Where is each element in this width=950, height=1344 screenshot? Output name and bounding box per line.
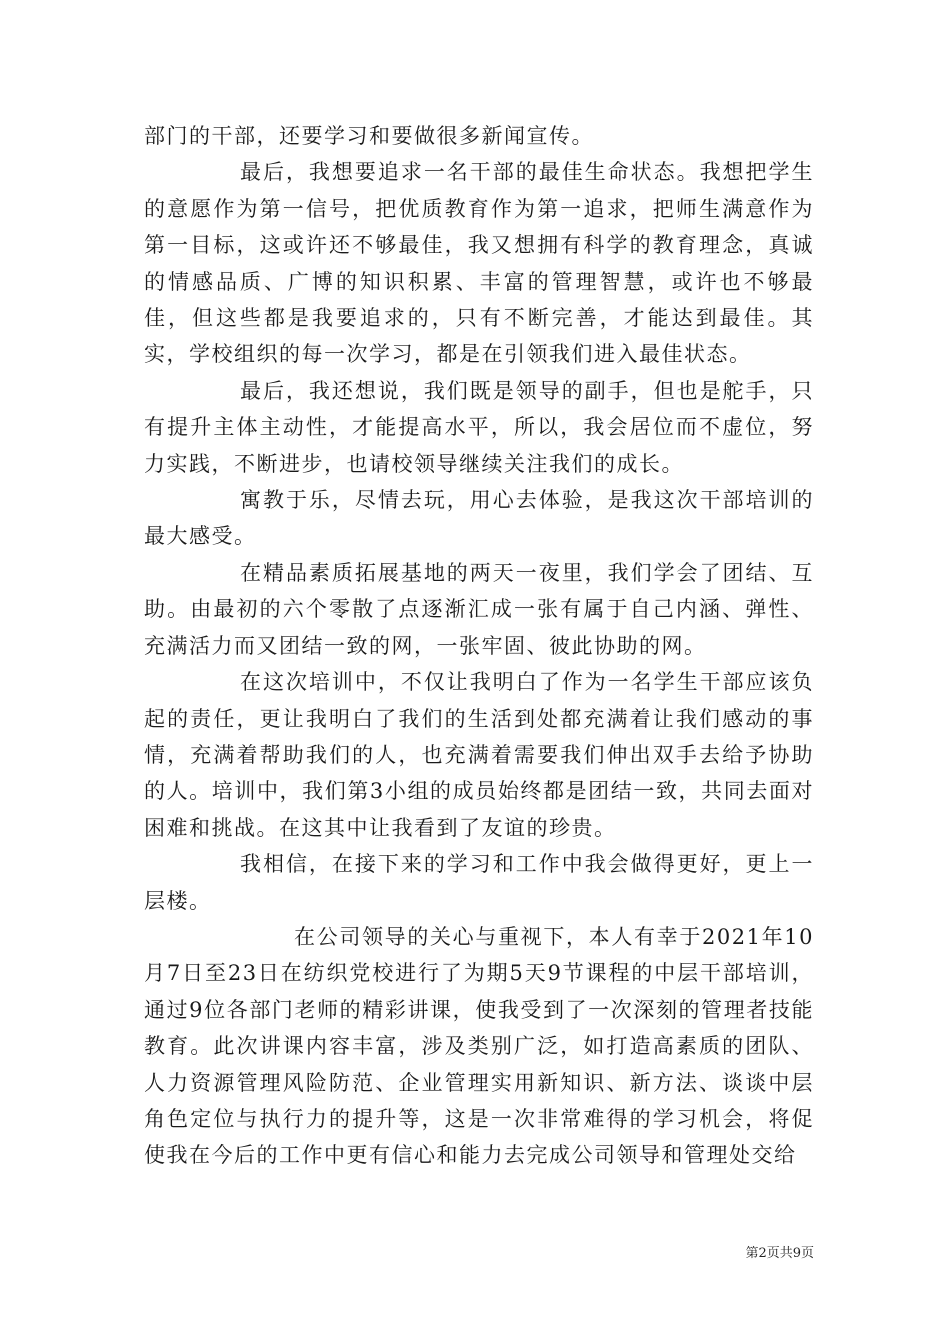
paragraph-2: 最后，我想要追求一名干部的最佳生命状态。我想把学生的意愿作为第一信号，把优质教育作为第一追求，把师生满意作为第一目标，这或许还不够最佳，我又想拥有科学的教育理念，真诚的情感品质、广博的知识积累、丰富的管理智慧，或许也不够最佳，但这些都是我要追求的，只有不断完善，才能达到最佳。其实，学校组织的每一次学习，都是在引领我们进入最佳状态。: [144, 160, 814, 367]
paragraph-4: 寓教于乐，尽情去玩，用心去体验，是我这次干部培训的最大感受。: [144, 488, 814, 549]
paragraph-1: 部门的干部，还要学习和要做很多新闻宣传。: [144, 124, 594, 148]
paragraph-3: 最后，我还想说，我们既是领导的副手，但也是舵手，只有提升主体主动性，才能提高水平，所以，我会居位而不虚位，努力实践，不断进步，也请校领导继续关注我们的成长。: [144, 378, 814, 476]
page-number: 第2页共9页: [745, 1246, 814, 1261]
paragraph-8: 在公司领导的关心与重视下，本人有幸于2021年10月7日至23日在纺织党校进行了为期5天9节课程的中层干部培训，通过9位各部门老师的精彩讲课，使我受到了一次深刻的管理者技能教育。此次讲课内容丰富，涉及类别广泛，如打造高素质的团队、人力资源管理风险防范、企业管理实用新知识、新方法、谈谈中层角色定位与执行力的提升等，这是一次非常难得的学习机会，将促使我在今后的工作中更有信心和能力去完成公司领导和管理处交给: [144, 924, 814, 1168]
paragraph-6: 在这次培训中，不仅让我明白了作为一名学生干部应该负起的责任，更让我明白了我们的生活到处都充满着让我们感动的事情，充满着帮助我们的人，也充满着需要我们伸出双手去给予协助的人。培训中，我们第3小组的成员始终都是团结一致，共同去面对困难和挑战。在这其中让我看到了友谊的珍贵。: [144, 670, 814, 840]
document-body: [144, 118, 814, 1174]
paragraph-5: 在精品素质拓展基地的两天一夜里，我们学会了团结、互助。由最初的六个零散了点逐渐汇成一张有属于自己内涵、弹性、充满活力而又团结一致的网，一张牢固、彼此协助的网。: [144, 560, 814, 658]
paragraph-7: 我相信，在接下来的学习和工作中我会做得更好，更上一层楼。: [144, 852, 814, 913]
